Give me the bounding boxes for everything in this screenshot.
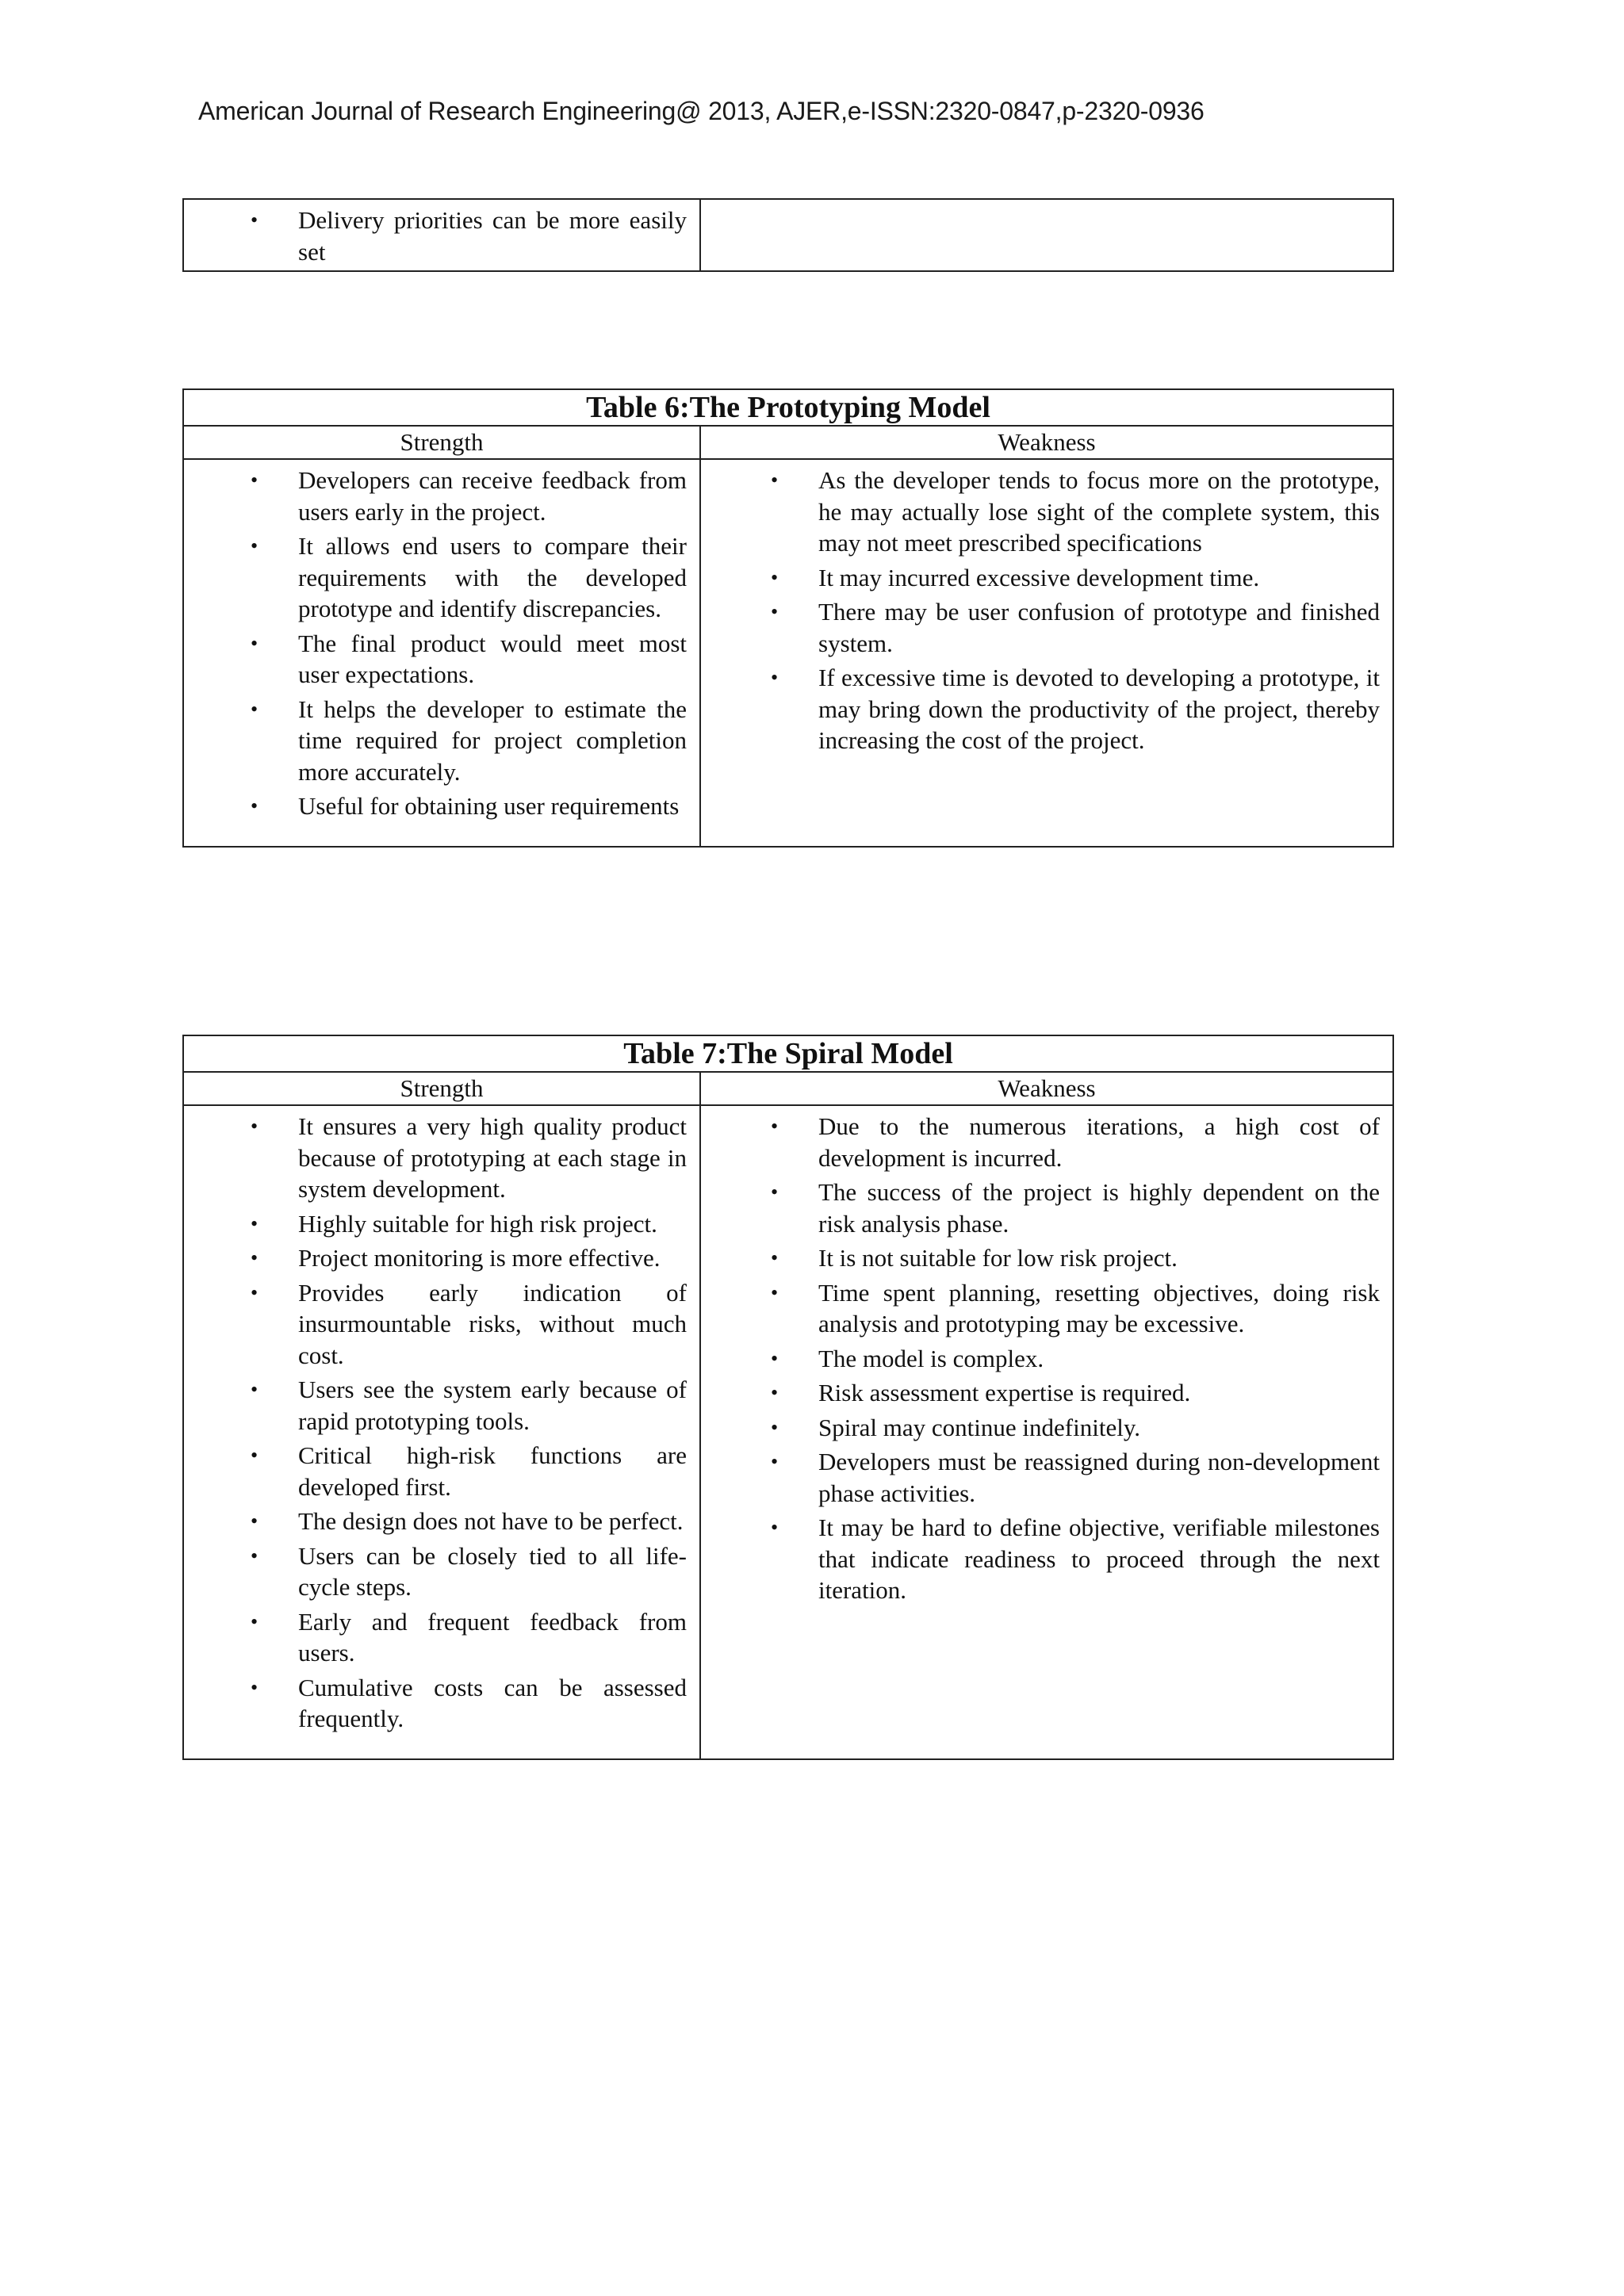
- column-header-strength: Strength: [183, 1072, 700, 1105]
- table-row: [183, 459, 1393, 847]
- list-item: [701, 1277, 1392, 1340]
- table-title-row: [183, 389, 1393, 426]
- table-header-row: [183, 426, 1393, 459]
- list-item: [701, 1343, 1392, 1375]
- bullet-icon: •: [771, 1346, 779, 1370]
- list-item: [184, 1672, 699, 1735]
- list-item-text: Developers can receive feedback from users early in the project.: [298, 466, 687, 526]
- bullet-icon: •: [251, 469, 259, 492]
- bullet-icon: •: [771, 565, 779, 589]
- bullet-icon: •: [771, 1381, 779, 1404]
- bullet-icon: •: [771, 1246, 779, 1269]
- list-item-text: Due to the numerous iterations, a high cost of development is incurred.: [818, 1112, 1380, 1172]
- table-title: Table 7:The Spiral Model: [183, 1035, 1393, 1072]
- list-item: [184, 1374, 699, 1437]
- list-item-text: Early and frequent feedback from users.: [298, 1607, 687, 1667]
- list-item-text: There may be user confusion of prototype and finished system.: [818, 598, 1380, 657]
- bullet-icon: •: [251, 631, 259, 655]
- list-item: [184, 1208, 699, 1240]
- list-item: [184, 1606, 699, 1669]
- list-item-text: Users can be closely tied to all life-cycle steps.: [298, 1541, 687, 1601]
- bullet-icon: •: [771, 666, 779, 689]
- list-item-text: Delivery priorities can be more easily set: [298, 206, 687, 266]
- list-item-text: It is not suitable for low risk project.: [818, 1244, 1178, 1272]
- strength-list: [184, 1106, 699, 1758]
- bullet-icon: •: [251, 209, 259, 232]
- list-item-text: Project monitoring is more effective.: [298, 1244, 661, 1272]
- bullet-icon: •: [251, 1510, 259, 1533]
- table-7-spiral-model: [182, 1035, 1394, 1760]
- list-item-text: Useful for obtaining user requirements: [298, 792, 680, 820]
- weakness-list: [701, 1106, 1392, 1630]
- list-item-text: It may be hard to define objective, verifiable milestones that indicate readiness to proceed through the next iteration.: [818, 1513, 1380, 1604]
- list-item: [184, 790, 699, 822]
- weakness-list: [701, 200, 1392, 205]
- list-item-text: Developers must be reassigned during non-development phase activities.: [818, 1448, 1380, 1507]
- list-item-text: It ensures a very high quality product because of prototyping at each stage in system development.: [298, 1112, 687, 1203]
- list-item: [701, 1242, 1392, 1274]
- weakness-cell: [700, 459, 1393, 847]
- table-5-continuation: [182, 198, 1394, 272]
- list-item: [701, 596, 1392, 659]
- weakness-cell: [700, 199, 1393, 271]
- bullet-icon: •: [251, 534, 259, 557]
- bullet-icon: •: [771, 1450, 779, 1473]
- list-item-text: Time spent planning, resetting objectives, doing risk analysis and prototyping may be excessive.: [818, 1278, 1380, 1337]
- list-item-text: The final product would meet most user expectations.: [298, 629, 687, 688]
- list-item-text: Provides early indication of insurmountable risks, without much cost.: [298, 1278, 687, 1369]
- list-item-text: It helps the developer to estimate the time required for project completion more accurately.: [298, 695, 687, 786]
- list-item-text: The model is complex.: [818, 1344, 1044, 1372]
- list-item-text: Cumulative costs can be assessed frequently.: [298, 1673, 687, 1732]
- table-6-prototyping-model: [182, 388, 1394, 848]
- list-item: [701, 1512, 1392, 1606]
- bullet-icon: •: [251, 1444, 259, 1467]
- list-item: [184, 530, 699, 625]
- bullet-icon: •: [251, 1115, 259, 1138]
- bullet-icon: •: [251, 1675, 259, 1699]
- weakness-cell: [700, 1105, 1393, 1759]
- list-item: [184, 1111, 699, 1205]
- bullet-icon: •: [251, 1609, 259, 1633]
- bullet-icon: •: [251, 697, 259, 721]
- list-item: [184, 1277, 699, 1372]
- list-item: [701, 1111, 1392, 1173]
- list-item-text: It may incurred excessive development time.: [818, 563, 1260, 591]
- bullet-icon: •: [251, 1544, 259, 1567]
- strength-cell: [183, 199, 700, 271]
- list-item: [701, 465, 1392, 559]
- list-item: [184, 1440, 699, 1502]
- list-item: [184, 205, 699, 267]
- list-item-text: Critical high-risk functions are developed first.: [298, 1441, 687, 1501]
- bullet-icon: •: [771, 1415, 779, 1439]
- strength-list: [184, 460, 699, 846]
- column-header-strength: Strength: [183, 426, 700, 459]
- bullet-icon: •: [771, 469, 779, 492]
- list-item-text: If excessive time is devoted to developing a prototype, it may bring down the productivity of the project, thereby increasing the cost of the project.: [818, 664, 1380, 754]
- strength-cell: [183, 1105, 700, 1759]
- list-item: [701, 562, 1392, 594]
- bullet-icon: •: [771, 1115, 779, 1138]
- list-item-text: It allows end users to compare their requirements with the developed prototype and identify discrepancies.: [298, 532, 687, 622]
- list-item: [184, 1540, 699, 1603]
- table-row: [183, 199, 1393, 271]
- list-item: [184, 1506, 699, 1537]
- journal-header: American Journal of Research Engineering@ 2013, AJER,e-ISSN:2320-0847,p-2320-0936: [198, 97, 1205, 125]
- bullet-icon: •: [251, 1246, 259, 1269]
- strength-cell: [183, 459, 700, 847]
- bullet-icon: •: [251, 1211, 259, 1235]
- bullet-icon: •: [771, 600, 779, 623]
- list-item-text: The design does not have to be perfect.: [298, 1507, 684, 1535]
- column-header-weakness: Weakness: [700, 1072, 1393, 1105]
- list-item: [701, 1177, 1392, 1239]
- bullet-icon: •: [771, 1181, 779, 1203]
- strength-list: [184, 200, 699, 267]
- list-item: [184, 465, 699, 527]
- list-item-text: As the developer tends to focus more on the prototype, he may actually lose sight of the complete system, this may not meet prescribed specifications: [818, 466, 1380, 557]
- list-item: [184, 694, 699, 788]
- table-title-row: [183, 1035, 1393, 1072]
- list-item: [701, 662, 1392, 756]
- table-title: Table 6:The Prototyping Model: [183, 389, 1393, 426]
- list-item: [701, 1412, 1392, 1444]
- bullet-icon: •: [771, 1280, 779, 1304]
- list-item-text: Risk assessment expertise is required.: [818, 1379, 1191, 1406]
- list-item-text: The success of the project is highly dependent on the risk analysis phase.: [818, 1178, 1380, 1238]
- weakness-list: [701, 460, 1392, 780]
- bullet-icon: •: [251, 794, 259, 817]
- list-item-text: Users see the system early because of rapid prototyping tools.: [298, 1376, 687, 1435]
- table-header-row: [183, 1072, 1393, 1105]
- list-item: [184, 1242, 699, 1274]
- list-item: [701, 1377, 1392, 1409]
- bullet-icon: •: [251, 1378, 259, 1401]
- list-item: [184, 628, 699, 691]
- list-item-text: Highly suitable for high risk project.: [298, 1209, 657, 1238]
- table-row: [183, 1105, 1393, 1759]
- bullet-icon: •: [771, 1516, 779, 1539]
- bullet-icon: •: [251, 1280, 259, 1304]
- column-header-weakness: Weakness: [700, 426, 1393, 459]
- list-item: [701, 1446, 1392, 1509]
- list-item-text: Spiral may continue indefinitely.: [818, 1413, 1141, 1441]
